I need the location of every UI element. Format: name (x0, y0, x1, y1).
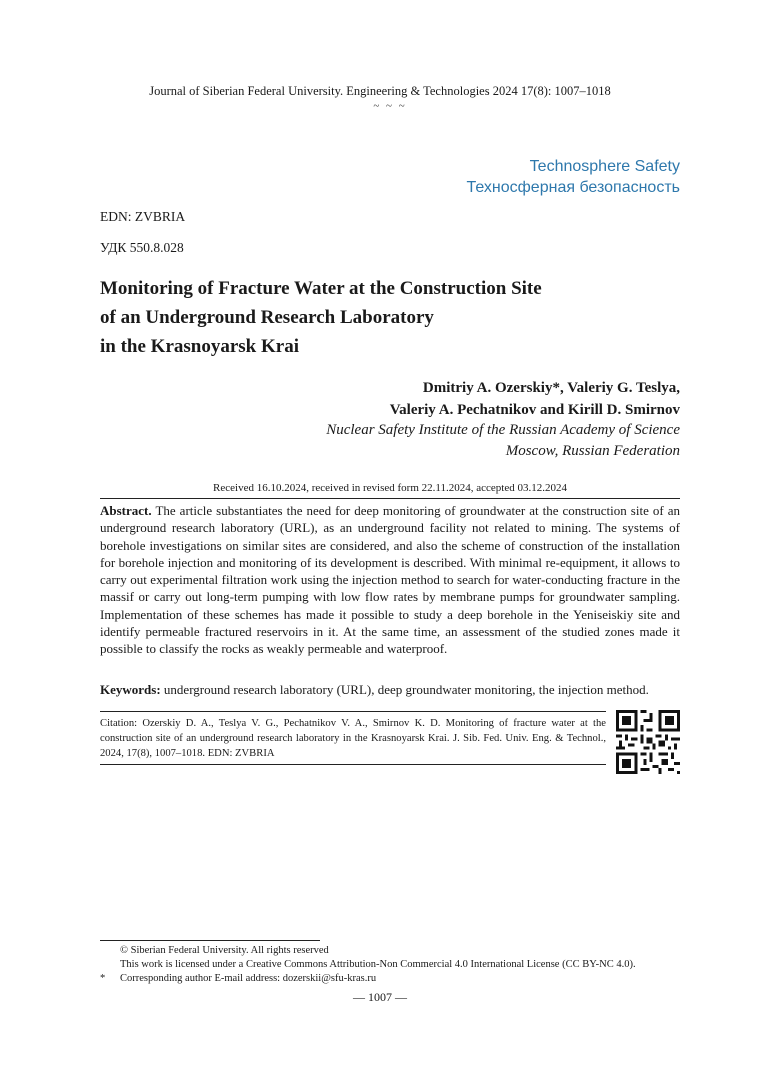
keywords-label: Keywords: (100, 682, 161, 697)
keywords-text: underground research laboratory (URL), deep groundwater monitoring, the injection method. (163, 682, 649, 697)
divider (100, 498, 680, 499)
affiliation-institute: Nuclear Safety Institute of the Russian Academy of Science (326, 422, 680, 438)
authors (390, 377, 680, 421)
abstract (100, 502, 680, 658)
journal-header: Journal of Siberian Federal University. Engineering & Technologies 2024 17(8): 1007–1018 (149, 84, 611, 98)
title-line: in the Krasnoyarsk Krai (100, 336, 299, 357)
udk-code: УДК 550.8.028 (100, 240, 184, 255)
page-number: — 1007 — (353, 990, 407, 1004)
divider (100, 764, 606, 765)
authors-line: Valeriy A. Pechatnikov and Kirill D. Smirnov (389, 402, 680, 418)
qr-code (616, 710, 680, 774)
abstract-label: Abstract. (100, 503, 152, 518)
title-line: Monitoring of Fracture Water at the Construction Site (100, 278, 542, 299)
edn-code: EDN: ZVBRIA (100, 209, 186, 224)
authors-line: Dmitriy A. Ozerskiy*, Valeriy G. Teslya, (422, 380, 680, 396)
footnote-marker: * (100, 973, 106, 984)
copyright-note: © Siberian Federal University. All rights reserved (120, 945, 329, 956)
header-ornament: ~ ~ ~ (373, 100, 407, 112)
affiliation-location: Moscow, Russian Federation (505, 443, 680, 459)
affiliation (326, 420, 680, 462)
divider (100, 711, 606, 712)
license-note: This work is licensed under a Creative Commons Attribution-Non Commercial 4.0 International License (CC BY-NC 4.0). (120, 959, 636, 970)
footnote-divider (100, 940, 320, 941)
corresponding-author-note: Corresponding author E-mail address: dozerskii@sfu-kras.ru (120, 973, 377, 984)
title-line: of an Underground Research Laboratory (100, 307, 434, 328)
keywords (100, 681, 680, 698)
section-title-ru: Техносферная безопасность (466, 179, 680, 196)
section-title-en: Technosphere Safety (529, 158, 680, 175)
received-dates: Received 16.10.2024, received in revised form 22.11.2024, accepted 03.12.2024 (213, 482, 567, 494)
citation: Citation: Ozerskiy D. A., Teslya V. G., Pechatnikov V. A., Smirnov K. D. Monitoring of fracture water at the construction site of an underground research laboratory in the Krasnoyarsk Krai. J. Sib. Fed. Univ. Eng. & Technol., 2024, 17(8), 1007–1018. EDN: ZVBRIA (100, 718, 606, 759)
abstract-text: The article substantiates the need for deep monitoring of groundwater at the construction site of an underground research laboratory (URL), as an underground facility not related to mining. The systems of borehole investigations on similar sites are considered, and also the scheme of construction of the installation for borehole injection and monitoring of its development is described. With minimal re-equipment, it allows to carry out experimental filtration work using the injection method to search for water-conducting fracture in the massif or carry out long-term pumping with low flow rates by membrane pumps for groundwater sampling. Implementation of these schemes has made it possible to study a deep borehole in the Yeniseiskiy site and identify permeable fractured reservoirs in it. At the same time, an assessment of the studied zones made it possible to classify the rocks as weakly permeable and waterproof. (100, 503, 680, 657)
paper-title (100, 274, 660, 361)
